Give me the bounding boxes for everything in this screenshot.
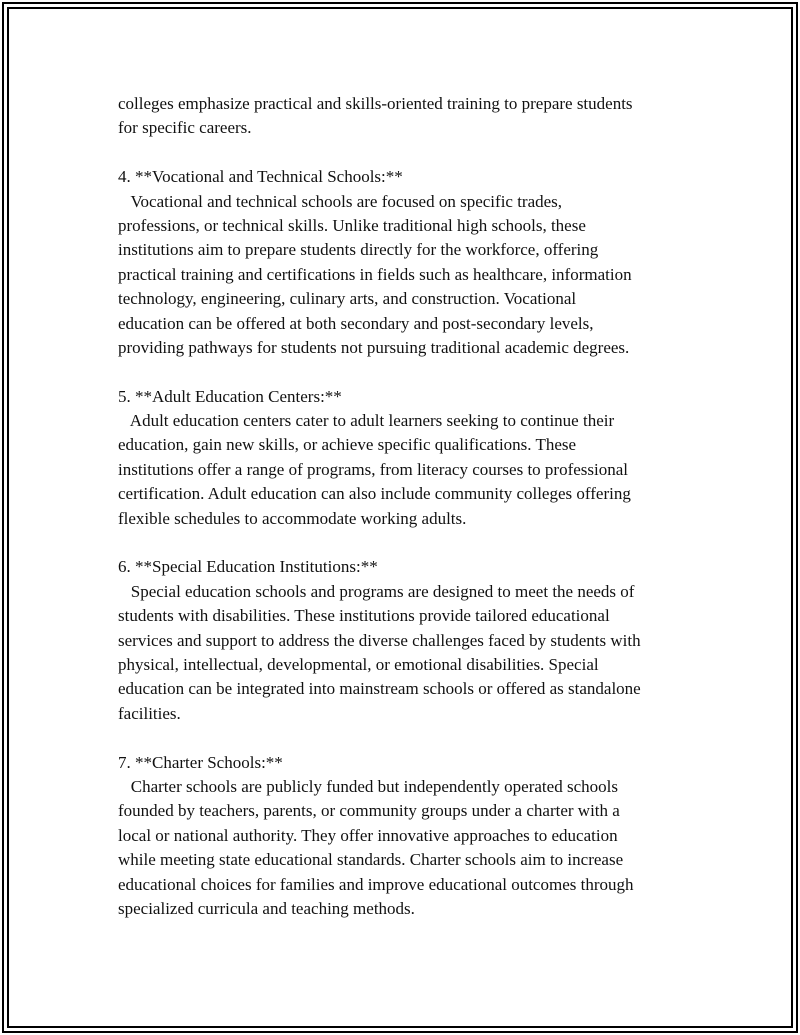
text-line: while meeting state educational standards. Charter schools aim to increase	[118, 850, 624, 870]
text-line: professions, or technical skills. Unlike traditional high schools, these	[118, 215, 586, 235]
text-line: colleges emphasize practical and skills-oriented training to prepare students	[118, 94, 633, 113]
blank-line	[118, 360, 698, 384]
text-line: education can be offered at both secondary and post-secondary levels,	[118, 313, 594, 333]
text-line: educational choices for families and improve educational outcomes through	[118, 874, 634, 894]
text-line: for specific careers.	[118, 118, 252, 138]
blank-line	[118, 531, 698, 555]
text-line: certification. Adult education can also include community colleges offering	[118, 484, 631, 504]
text-line: education can be integrated into mainstream schools or offered as standalone	[118, 679, 641, 699]
text-line: physical, intellectual, developmental, or emotional disabilities. Special	[118, 654, 599, 674]
text-line: Adult education centers cater to adult learners seeking to continue their	[118, 411, 615, 431]
text-line: services and support to address the diverse challenges faced by students with	[118, 630, 641, 650]
text-line: flexible schedules to accommodate working adults.	[118, 508, 467, 528]
text-line: Special education schools and programs are designed to meet the needs of	[118, 581, 635, 601]
section-heading-adult-education: 5. **Adult Education Centers:**	[118, 386, 342, 406]
section-heading-vocational: 4. **Vocational and Technical Schools:**	[118, 167, 403, 187]
text-line: institutions offer a range of programs, from literacy courses to professional	[118, 459, 629, 479]
text-line: Charter schools are publicly funded but independently operated schools	[118, 776, 618, 796]
text-line: practical training and certifications in fields such as healthcare, information	[118, 264, 632, 284]
text-line: education, gain new skills, or achieve specific qualifications. These	[118, 435, 577, 455]
section-heading-special-education: 6. **Special Education Institutions:**	[118, 557, 378, 577]
text-line: facilities.	[118, 703, 181, 723]
blank-line	[118, 726, 698, 750]
text-line: founded by teachers, parents, or community groups under a charter with a	[118, 801, 620, 821]
text-line: specialized curricula and teaching methods.	[118, 898, 415, 918]
blank-line	[118, 141, 698, 165]
section-heading-charter-schools: 7. **Charter Schools:**	[118, 752, 283, 772]
text-line: technology, engineering, culinary arts, and construction. Vocational	[118, 289, 577, 309]
text-line: students with disabilities. These institutions provide tailored educational	[118, 606, 610, 626]
text-line: Vocational and technical schools are focused on specific trades,	[118, 191, 563, 211]
text-line: providing pathways for students not pursuing traditional academic degrees.	[118, 337, 630, 357]
document-body	[118, 92, 698, 921]
text-line: local or national authority. They offer innovative approaches to education	[118, 825, 618, 845]
text-line: institutions aim to prepare students directly for the workforce, offering	[118, 240, 599, 260]
